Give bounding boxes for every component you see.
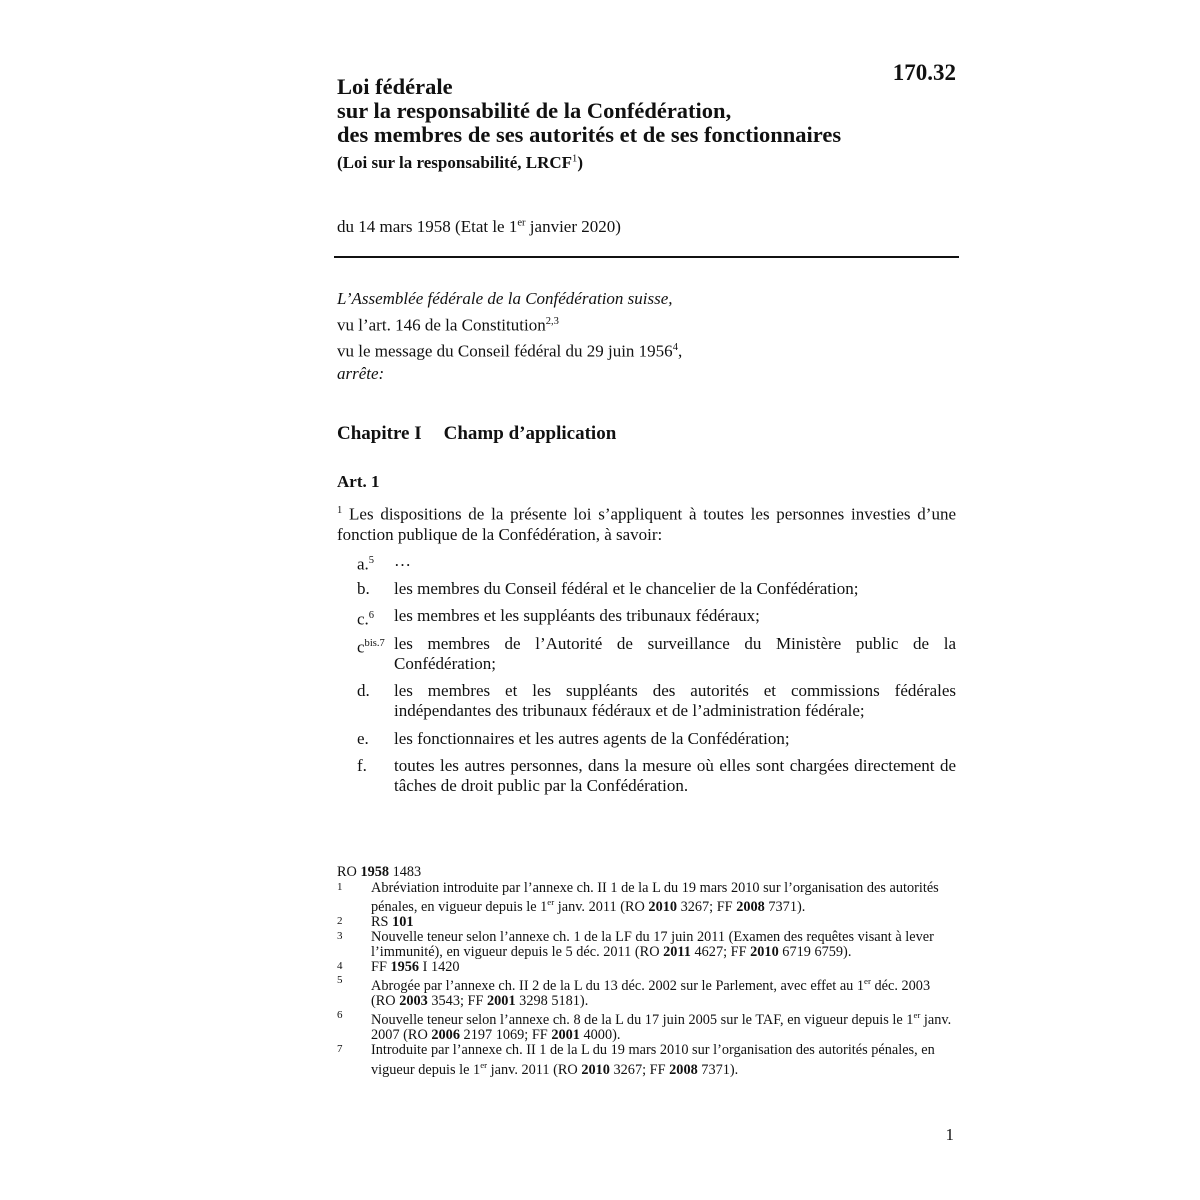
list-item-label: [357, 681, 370, 701]
footnote-segment: 7371).: [697, 1061, 739, 1078]
list-item-label: [357, 551, 374, 575]
list-item-text: toutes les autres personnes, dans la mesure où elles sont chargées directement de tâches de droit public par la Confédération.: [394, 756, 956, 795]
footnote-segment: 4627; FF: [690, 943, 751, 960]
ro-prefix: RO: [337, 864, 361, 880]
footnote-segment: janv. 2007 (RO: [371, 1012, 952, 1044]
list-item-label: [357, 606, 374, 630]
footnote-segment: Introduite par l’annexe ch. II 1 de la L du 19 mars 2010 sur l’organisation des autorités pénales, en vigueur depuis le 1: [371, 1042, 935, 1078]
list-item: [357, 551, 956, 574]
law-short-title: [337, 153, 583, 173]
footnotes: [337, 865, 957, 1077]
constitution-text: vu l’art. 146 de la Constitution: [337, 315, 546, 335]
footnote-segment: 3543; FF: [427, 992, 487, 1009]
list-item-text: les membres de l’Autorité de surveillance du Ministère public de la Confédération;: [394, 633, 956, 673]
footnote-ref[interactable]: 5: [368, 555, 375, 566]
footnote-text: [371, 959, 460, 975]
preamble-constitution: [337, 311, 957, 337]
footnote-text: [371, 929, 934, 960]
header-divider: [334, 256, 959, 258]
footnote-number: 3: [337, 929, 343, 942]
list-item: [357, 579, 956, 599]
footnote-segment: Abrogée par l’annexe ch. II 2 de la L du 13 déc. 2002 sur le Parlement, avec effet au 1: [371, 978, 865, 995]
item-letter: e.: [357, 728, 369, 748]
list-item: [357, 681, 956, 721]
article-paragraph: [337, 501, 956, 545]
footnote-segment: er: [547, 897, 555, 908]
footnote-segment: er: [480, 1059, 488, 1070]
bold-year: 1956: [390, 958, 420, 975]
date-ordinal: er: [517, 217, 526, 229]
footnote: [337, 960, 957, 975]
title-line: des membres de ses autorités et de ses fonctionnaires: [337, 122, 842, 147]
footnote: [337, 1043, 957, 1077]
item-letter: a.: [357, 554, 369, 574]
bold-year: 2008: [736, 899, 765, 916]
footnote-segment: er: [913, 1010, 921, 1021]
footnote-ref[interactable]: 4: [672, 341, 678, 353]
footnote-text: [371, 880, 939, 916]
footnote-text: [371, 978, 930, 1009]
list-item-text: les membres du Conseil fédéral et le chancelier de la Confédération;: [394, 578, 859, 598]
list-item: [357, 606, 956, 629]
item-letter: c.: [357, 609, 369, 629]
footnote-text: [371, 914, 414, 930]
footnote-text: [371, 1012, 951, 1043]
footnote-segment: déc. 2003 (RO: [371, 978, 931, 1009]
footnote-number: 4: [337, 959, 343, 972]
footnote-ref[interactable]: 6: [368, 610, 375, 621]
list-item-text: les membres et les suppléants des tribunaux fédéraux;: [394, 606, 760, 625]
sr-number: 170.32: [892, 60, 956, 85]
footnote: [337, 930, 957, 960]
footnote-segment: I 1420: [419, 958, 460, 975]
short-title-end: ): [577, 153, 583, 172]
chapter-title: Champ d’application: [443, 423, 617, 444]
bold-year: 2010: [648, 899, 678, 916]
page-number: 1: [945, 1125, 954, 1144]
footnote-ref[interactable]: 1: [572, 153, 578, 165]
footnote-segment: 3267; FF: [609, 1061, 670, 1078]
footnote-segment: 3298 5181).: [515, 992, 589, 1009]
date-line: [337, 217, 621, 237]
list-item-label: [357, 579, 370, 599]
ro-year: 1958: [360, 864, 390, 880]
footnote-list: [337, 881, 957, 1078]
footnote: [337, 1009, 957, 1043]
preamble-assembly: L’Assemblée fédérale de la Confédération suisse,: [337, 289, 673, 308]
message-text: vu le message du Conseil fédéral du 29 juin 1956: [337, 341, 673, 361]
footnote-segment: 2197 1069; FF: [459, 1027, 552, 1044]
title-line: sur la responsabilité de la Confédération,: [337, 98, 732, 123]
footnote-segment: 7371).: [764, 899, 806, 916]
footnote-number: 2: [337, 915, 343, 928]
paragraph-number: 1: [337, 505, 343, 516]
date-prefix: du 14 mars 1958 (Etat le 1: [337, 217, 518, 236]
bold-year: 2008: [669, 1061, 698, 1078]
footnote-segment: Nouvelle teneur selon l’annexe ch. 8 de la L du 17 juin 2005 sur le TAF, en vigueur depuis le 1: [371, 1012, 914, 1029]
list-item-label: [357, 729, 369, 749]
footnote-ref[interactable]: bis.7: [364, 637, 385, 649]
bold-year: 2001: [487, 992, 516, 1009]
bold-year: 2011: [663, 943, 691, 960]
footnote-segment: 6719 6759).: [778, 943, 852, 960]
item-letter: c: [357, 637, 365, 657]
list-item-label: [357, 634, 385, 658]
footnote-segment: janv. 2011 (RO: [554, 899, 649, 916]
preamble: [337, 288, 957, 385]
footnote: [337, 915, 957, 930]
footnote-segment: FF: [371, 958, 391, 975]
footnote-segment: 3267; FF: [677, 899, 737, 916]
article-intro: Les dispositions de la présente loi s’appliquent à toutes les personnes investies d’une fonction publique de la Confédération, à savoir:: [337, 504, 956, 544]
bold-year: 2010: [750, 943, 779, 960]
list-item-text: les fonctionnaires et les autres agents de la Confédération;: [394, 728, 790, 748]
law-title: [337, 75, 937, 147]
title-line: Loi fédérale: [337, 74, 453, 99]
list-item: [357, 756, 956, 796]
article-list: [357, 551, 956, 804]
footnote-number: 7: [337, 1043, 343, 1056]
footnote: [337, 974, 957, 1008]
chapter-label: Chapitre I: [337, 423, 422, 444]
footnote-ref[interactable]: 2,3: [545, 315, 559, 327]
list-item-label: [357, 756, 367, 776]
short-title-text: (Loi sur la responsabilité, LRCF: [337, 153, 573, 172]
bold-year: 2001: [551, 1027, 580, 1044]
footnote-number: 1: [337, 880, 343, 893]
article-heading: Art. 1: [337, 472, 380, 491]
footnote-segment: janv. 2011 (RO: [487, 1061, 582, 1078]
bold-year: 2006: [431, 1027, 460, 1044]
item-letter: f.: [357, 756, 367, 775]
preamble-decree: arrête:: [337, 363, 385, 383]
footnote-number: 6: [337, 1008, 343, 1021]
footnote-number: 5: [337, 974, 343, 987]
bold-year: 2003: [399, 992, 428, 1009]
footnote: [337, 881, 957, 915]
list-item: [357, 729, 956, 749]
list-item: [357, 634, 956, 674]
footnote-segment: Nouvelle teneur selon l’annexe ch. 1 de la LF du 17 juin 2011 (Examen des requêtes visant à lever l’immunité), en vigueur depuis le 5 déc. 2011 (RO: [371, 928, 934, 960]
footnote-text: [371, 1042, 935, 1078]
bold-year: 101: [392, 914, 414, 931]
footnote-segment: 4000).: [579, 1027, 621, 1044]
bold-year: 2010: [581, 1061, 610, 1078]
message-end: ,: [677, 341, 683, 361]
footnote-segment: er: [864, 976, 871, 987]
preamble-message: [337, 337, 957, 363]
chapter-heading: [337, 423, 616, 445]
ro-reference: [337, 865, 957, 880]
ro-page: 1483: [389, 864, 422, 880]
date-suffix: janvier 2020): [525, 217, 621, 236]
footnote-segment: RS: [371, 914, 393, 931]
item-letter: d.: [357, 681, 370, 700]
list-item-text: les membres et les suppléants des autorités et commissions fédérales indépendantes des tribunaux fédéraux et de l’administration fédérale;: [394, 681, 956, 720]
item-letter: b.: [357, 578, 370, 598]
list-item-text: …: [394, 551, 411, 570]
footnote-segment: Abréviation introduite par l’annexe ch. II 1 de la L du 19 mars 2010 sur l’organisation des autorités pénales, en vigueur depuis le 1: [371, 879, 939, 916]
